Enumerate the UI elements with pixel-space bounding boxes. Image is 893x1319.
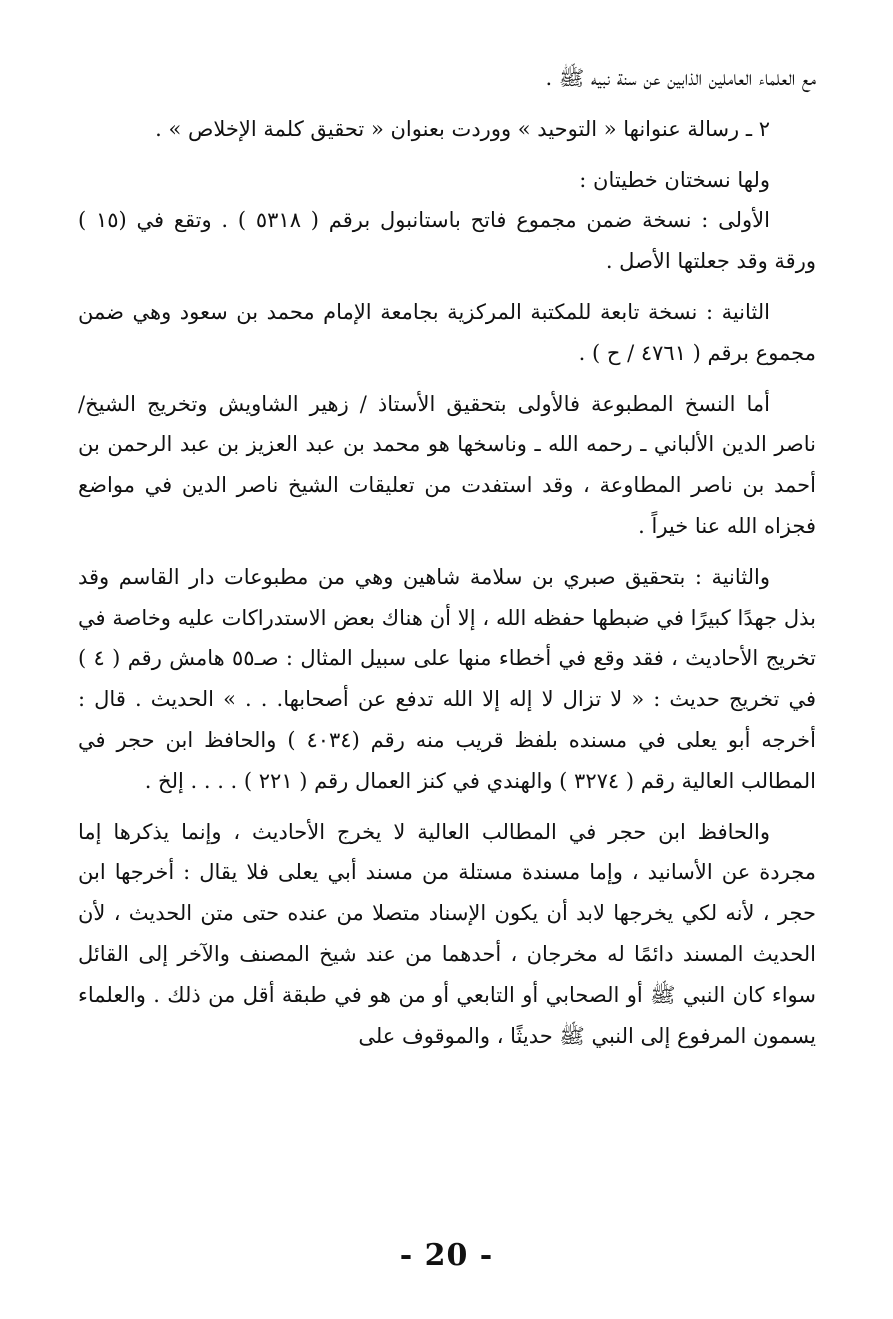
paragraph-second-manuscript: الثانية : نسخة تابعة للمكتبة المركزية بجامعة الإمام محمد بن سعود وهي ضمن مجموع برقم ( ٤٧٦١ / ح ) . (78, 299, 816, 365)
paragraph-intro-continuation: مع العلماء العاملين الذابين عن سنة نبيه ﷺ . (545, 66, 816, 90)
page-number: - 20 - (399, 1238, 494, 1273)
page-body (78, 58, 816, 1066)
paragraph-second-edition: والثانية : بتحقيق صبري بن سلامة شاهين وهي من مطبوعات دار القاسم وقد بذل جهدًا كبيرًا في ضبطها حفظه الله ، إلا أن هناك بعض الاستدراكات عليه وخاصة في تخريج الأحاديث ، فقد وقع في أخطاء منها على سبيل المثال : صـ٥٥ هامش رقم ( ٤ ) في تخريج حديث : « لا تزال لا إله إلا الله تدفع عن أصحابها. . . » الحديث . قال : أخرجه أبو يعلى في مسنده بلفظ قريب منه رقم (٤٠٣٤ ) والحافظ ابن حجر في المطالب العالية رقم ( ٣٢٧٤ ) والهندي في كنز العمال رقم ( ٢٢١ ) . . . . إلخ . (78, 564, 816, 793)
paragraph-manuscripts-heading: ولها نسختان خطيتان : (579, 167, 770, 192)
paragraph-first-manuscript: الأولى : نسخة ضمن مجموع فاتح باستانبول برقم ( ٥٣١٨ ) . وتقع في (١٥ ) ورقة وقد جعلتها الأصل . (78, 208, 816, 274)
paragraph-second-treatise: ٢ ـ رسالة عنوانها « التوحيد » ووردت بعنوان « تحقيق كلمة الإخلاص » . (155, 116, 770, 141)
paragraph-ibn-hajar: والحافظ ابن حجر في المطالب العالية لا يخرج الأحاديث ، وإنما يذكرها إما مجردة عن الأسانيد ، وإما مسندة مستلة من مسند أبي يعلى فلا يقال : أخرجها ابن حجر ، لأنه لكي يخرجها لابد أن يكون الإسناد متصلا من عنده حتى متن الحديث ، لأن الحديث المسند دائمًا له مخرجان ، أحدهما من عند شيخ المصنف والآخر إلى القائل سواء كان النبي ﷺ أو الصحابي أو التابعي أو من هو في طبقة أقل من ذلك . والعلماء يسمون المرفوع إلى النبي ﷺ حديثًا ، والموقوف على (78, 819, 816, 1048)
paragraph-printed-editions: أما النسخ المطبوعة فالأولى بتحقيق الأستاذ / زهير الشاويش وتخريج الشيخ/ ناصر الدين الألباني ـ رحمه الله ـ وناسخها هو محمد بن عبد العزيز بن عبد الرحمن بن أحمد بن ناصر المطاوعة ، وقد استفدت من تعليقات الشيخ ناصر الدين في مواضع فجزاه الله عنا خيراً . (78, 391, 816, 538)
